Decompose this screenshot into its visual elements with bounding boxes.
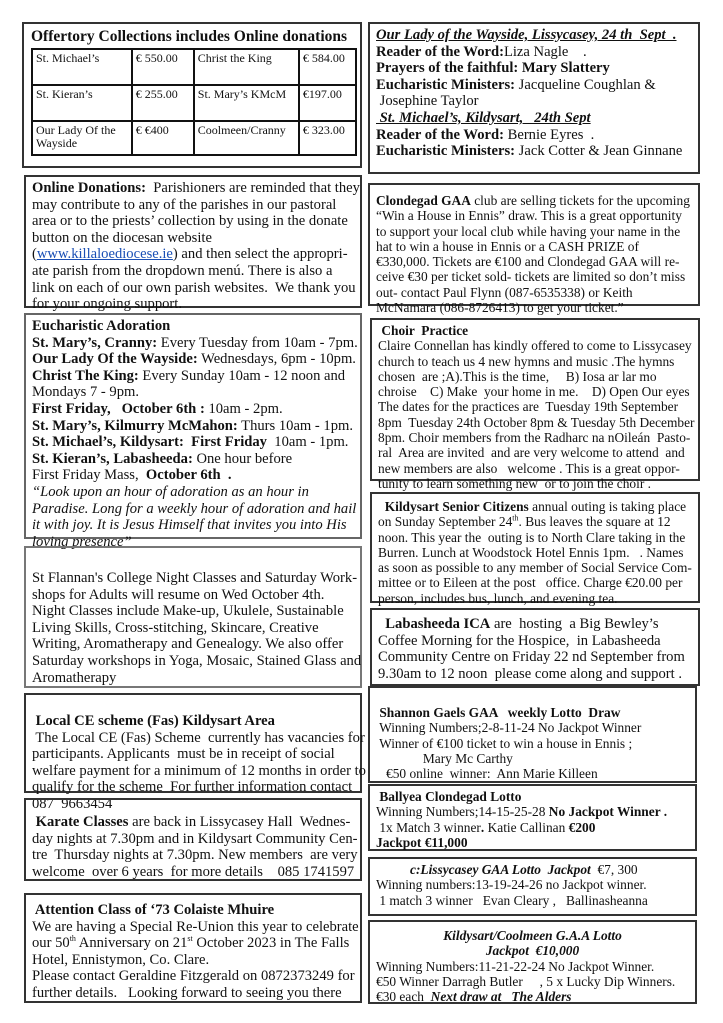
- text: are hosting a Big Bewley’s: [490, 616, 659, 632]
- text-line: [378, 545, 692, 560]
- text: 1 match 3 winner Evan Cleary , Ballinasheanna: [376, 892, 648, 908]
- ballyea-clondegad-lotto-box: [368, 784, 697, 851]
- text-line: [376, 705, 689, 720]
- text-line: [32, 500, 357, 518]
- bold-text: .: [480, 819, 485, 835]
- text-line: [376, 239, 692, 254]
- bold-text: Reader of the Word:: [376, 126, 504, 143]
- text-line: [378, 591, 692, 606]
- text: The Local CE (Fas) Scheme currently has vacancies for: [32, 729, 365, 746]
- text-line: [376, 959, 689, 974]
- text: 9.30am to 12 noon please come along and support .: [378, 665, 682, 682]
- text: October 2023 in The Falls: [192, 935, 350, 952]
- text-line: [32, 368, 354, 385]
- text: are back in Lissycasey Hall Wednes-: [128, 814, 351, 830]
- text: Parishioners are reminded that they: [145, 180, 360, 196]
- text-line: [376, 285, 692, 300]
- readers-ministers-box: [368, 22, 700, 174]
- text-line: [376, 143, 692, 160]
- bold-text: St. Mary’s, Cranny:: [32, 334, 158, 351]
- text-line: [376, 736, 689, 751]
- parish-name-cell: St. Michael’s: [32, 49, 132, 85]
- text-line: [376, 820, 689, 835]
- bold-text: Christ The King:: [32, 367, 139, 384]
- text-line: [32, 729, 365, 747]
- parish-name-cell: Our Lady Of the Wayside: [32, 121, 132, 155]
- text-line: [376, 751, 689, 766]
- text: new members are also welcome . This is a great oppor-: [378, 460, 680, 476]
- bold-text: Kildysart/Coolmeen G.A.A Lotto: [443, 928, 622, 943]
- text: ate parish from the dropdown menú. There is also a: [32, 262, 333, 279]
- parish-name-cell: Christ the King: [194, 49, 299, 85]
- text: participants. Applicants must be in receipt of social: [32, 746, 335, 763]
- text-line: [32, 969, 354, 986]
- text-line: [378, 414, 695, 430]
- lissycasey-lotto-box: [368, 857, 697, 916]
- text: ) and then select the appropri-: [172, 246, 348, 263]
- text-line: [376, 193, 692, 208]
- text: Hotel, Ennistymon, Co. Clare.: [32, 951, 210, 968]
- kildysart-coolmeen-lotto-box: [368, 920, 697, 1004]
- text: Saturday workshops in Yoga, Mosaic, Stained Glass and: [32, 652, 362, 669]
- text-line: [32, 864, 354, 881]
- text: shops for Adults will resume on Wed October 4th.: [32, 586, 325, 603]
- bold-text: St. Mary’s, Kilmurry McMahon:: [32, 417, 238, 434]
- text-line: [378, 369, 692, 384]
- text-line: [32, 197, 354, 214]
- text: th: [69, 934, 76, 944]
- collection-amount-cell: € 255.00: [132, 85, 194, 121]
- text-line: [376, 893, 689, 908]
- bold-text: Local CE scheme (Fas) Kildysart Area: [32, 713, 275, 729]
- text-line: [32, 570, 358, 587]
- bold-text: Our Lady Of the Wayside:: [32, 351, 198, 368]
- text-line: [378, 666, 692, 683]
- bold-text: St. Michael’s, Kildysart, 24th Sept: [376, 109, 591, 126]
- text-line: [32, 603, 354, 620]
- text: McNamara (086-8726413) to get your ticket.”: [376, 300, 624, 316]
- text: Community Centre on Friday 22 nd September from: [378, 649, 685, 666]
- text: Winning Numbers;14-15-25-28: [376, 804, 549, 820]
- offertory-row: [32, 121, 356, 155]
- text: Jack Cotter & Jean Ginnane: [515, 143, 683, 160]
- text: Every Sunday 10am - 12 noon and: [138, 367, 346, 384]
- bold-text: Labasheeda ICA: [378, 616, 491, 632]
- text: day nights at 7.30pm and in Kildysart Community Cen-: [32, 830, 358, 847]
- text: Living Skills, Cross-stitching, Skincare, Creative: [32, 619, 319, 636]
- text-line: [376, 877, 689, 892]
- text: We are having a Special Re-Union this year to celebrate: [32, 918, 359, 935]
- text: 1x Match 3 winner: [376, 819, 481, 835]
- text-line: [376, 928, 689, 943]
- offertory-table: [31, 48, 357, 156]
- text: Winning Numbers;2-8-11-24 No Jackpot Winner: [376, 720, 642, 736]
- text-line: [376, 224, 692, 239]
- bold-text: Eucharistic Adoration: [32, 318, 171, 334]
- text-line: [376, 720, 689, 735]
- text-line: [376, 789, 689, 804]
- st-flannans-classes-box: [24, 546, 362, 688]
- text-line: [376, 27, 692, 44]
- text-line: [32, 670, 354, 687]
- text-line: [32, 762, 366, 780]
- text: annual outing is taking place: [528, 499, 687, 514]
- bold-text: October 6th .: [145, 467, 232, 484]
- text-line: [376, 766, 689, 781]
- text-line: [32, 467, 354, 484]
- text: button on the diocesan website: [32, 229, 212, 246]
- text-line: [378, 649, 692, 666]
- text-line: [378, 399, 692, 414]
- offertory-title: Offertory Collections includes Online donations: [31, 28, 348, 45]
- text-line: [32, 918, 359, 937]
- text: 087 9663454: [32, 795, 113, 812]
- text: mittee or to Eileen at the post office. Charge €20.00 per: [378, 575, 683, 591]
- bold-text: Jackpot €11,000: [376, 834, 468, 850]
- bold-text: Reader of the Word:: [376, 43, 504, 60]
- text-line: [376, 44, 692, 61]
- text-line: [32, 246, 354, 263]
- text-line: [376, 974, 689, 989]
- text: welcome over 6 years for more details 085 1741597: [32, 863, 355, 880]
- text-line: [378, 575, 692, 590]
- text-line: [378, 633, 692, 650]
- bold-text: No Jackpot Winner .: [548, 804, 668, 820]
- text-line: [378, 338, 692, 353]
- text-line: [32, 620, 354, 637]
- text-line: [32, 280, 354, 297]
- text-line: [378, 461, 692, 476]
- text: Wednesdays, 6pm - 10pm.: [197, 351, 356, 368]
- text-line: [378, 354, 692, 369]
- bold-text: €200: [568, 819, 596, 835]
- text: hat to win a house in Ennis or a CASH PRIZE of: [376, 238, 639, 254]
- text: link on each of our own parish websites. We thank you: [32, 279, 356, 296]
- text: Writing, Aromatherapy and Genealogy. We also offer: [32, 636, 344, 653]
- text: chroise C) Make your home in me. D) Open Our eyes: [378, 384, 690, 400]
- choir-practice-box: [370, 318, 700, 491]
- text: Bernie Eyres .: [503, 126, 595, 143]
- offertory-box: [22, 22, 362, 168]
- parish-name-cell: St. Kieran’s: [32, 85, 132, 121]
- text: st: [187, 934, 193, 944]
- text-line: [32, 746, 354, 763]
- text-line: [32, 351, 354, 368]
- text: St Flannan's College Night Classes and Saturday Work-: [32, 570, 358, 586]
- text: area or to the priests’ collection by using in the donate: [32, 213, 348, 230]
- bold-text: First Friday, October 6th :: [32, 400, 205, 417]
- text: loving presence”: [32, 533, 132, 550]
- text: tunity to learn something new or to join the choir .: [378, 475, 651, 491]
- text-line: [376, 93, 692, 110]
- eucharistic-adoration-box: [24, 313, 362, 550]
- bold-text: Clondegad GAA: [376, 193, 471, 208]
- text-line: [378, 616, 692, 633]
- text-line: [378, 499, 692, 514]
- text-line: [376, 835, 689, 850]
- text: Liza Nagle .: [503, 43, 587, 60]
- text-line: [378, 560, 692, 575]
- parish-name-cell: Coolmeen/Cranny: [194, 121, 299, 155]
- text: club are selling tickets for the upcoming: [470, 193, 690, 208]
- text-line: [378, 530, 692, 545]
- text: Winner of €100 ticket to win a house in Ennis ;: [376, 735, 633, 751]
- text-line: [376, 269, 692, 284]
- text: noon. This year the outing is to North Clare taking in the: [378, 529, 686, 545]
- text: out- contact Paul Flynn (087-6535338) or Keith: [376, 284, 633, 300]
- bold-text: Attention Class of ‘73 Colaiste Mhuire: [32, 902, 275, 918]
- text-line: [376, 300, 692, 315]
- text: Josephine Taylor: [376, 93, 479, 110]
- text: Burren. Lunch at Woodstock Hotel Ennis 1pm. . Names: [378, 544, 684, 560]
- text-line: [376, 110, 692, 127]
- text-line: [378, 476, 692, 491]
- collection-amount-cell: €197.00: [299, 85, 356, 121]
- text-line: [376, 77, 692, 94]
- text-line: [378, 323, 692, 338]
- bold-text: Karate Classes: [32, 814, 129, 830]
- senior-citizens-box: [370, 492, 700, 606]
- labasheeda-ica-box: [370, 608, 700, 686]
- collection-amount-cell: € 584.00: [299, 49, 356, 85]
- text: Night Classes include Make-up, Ukulele, Sustainable: [32, 603, 344, 620]
- text: Every Tuesday from 10am - 7pm.: [157, 334, 358, 351]
- text: Mary Mc Carthy: [376, 750, 513, 766]
- offertory-row: [32, 49, 356, 85]
- text: One hour before: [192, 450, 293, 467]
- text: for your ongoing support.: [32, 296, 182, 313]
- bold-text: Jackpot €10,000: [485, 943, 580, 959]
- text-line: [376, 804, 689, 819]
- text: ceive €30 per ticket sold- tickets are limited so don’t miss: [376, 269, 686, 285]
- text-line: [32, 213, 354, 230]
- text-line: [32, 986, 354, 1003]
- text: Thurs 10am - 1pm.: [237, 417, 354, 434]
- text-line: [32, 401, 354, 418]
- text-line: [32, 334, 358, 352]
- text: church to teach us 4 new hymns and music .The hymns: [378, 353, 675, 369]
- online-donations-box: [24, 175, 362, 313]
- text: welfare payment for a minimum of 12 months in order to: [32, 762, 366, 779]
- bold-text: Eucharistic Ministers:: [376, 76, 516, 93]
- text: “Win a House in Ennis” draw. This is a great opportunity: [376, 208, 682, 224]
- text-line: [32, 517, 354, 534]
- text-line: [32, 451, 354, 468]
- text-line: [32, 318, 354, 335]
- shannon-gaels-lotto-box: [368, 686, 697, 783]
- bold-text: Choir Practice: [378, 323, 469, 338]
- text-line: [32, 296, 354, 313]
- bold-text: St. Michael’s, Kildysart: First Friday: [32, 434, 267, 451]
- text-line: [378, 445, 692, 460]
- text-line: [32, 713, 354, 730]
- text: person, includes bus, lunch, and evening tea.: [378, 590, 618, 606]
- text: The dates for the practices are Tuesday 19th September: [378, 399, 679, 415]
- text: First Friday Mass,: [32, 467, 146, 484]
- text-line: [32, 180, 360, 197]
- text-line: [32, 384, 354, 401]
- text-line: [32, 636, 354, 653]
- bold-text: c:Lissycasey GAA Lotto Jackpot: [410, 862, 591, 877]
- text: as soon as possible to any member of Social Service Com-: [378, 560, 692, 576]
- bold-text: Prayers of the faithful: Mary Slattery: [376, 60, 610, 77]
- bold-text: Ballyea Clondegad Lotto: [376, 789, 522, 804]
- text-line: [376, 60, 692, 77]
- text-line: [32, 936, 354, 953]
- text: Katie Callinan: [484, 819, 569, 835]
- text: on Sunday September 24: [378, 514, 513, 530]
- bold-text: Next draw at The Alders: [430, 989, 572, 1005]
- text: 8pm Tuesday 24th October 8pm & Tuesday 5th December: [378, 414, 695, 430]
- text: €330,000. Tickets are €100 and Clondegad GAA will re-: [376, 254, 680, 270]
- text-line: [376, 254, 692, 269]
- collection-amount-cell: € 550.00: [132, 49, 194, 85]
- text: Mondays 7 - 9pm.: [32, 384, 140, 401]
- text-line: [32, 814, 354, 831]
- text: Claire Connellan has kindly offered to come to Lissycasey: [378, 338, 692, 354]
- text: “Look upon an hour of adoration as an hour in: [32, 483, 309, 500]
- text-line: [378, 430, 692, 445]
- text: ral Area are invited and are very welcome to attend and: [378, 445, 685, 461]
- text-line: [378, 514, 692, 529]
- text-line: [32, 484, 354, 501]
- text: Aromatherapy: [32, 669, 117, 686]
- bold-text: St. Kieran’s, Labasheeda:: [32, 450, 193, 467]
- text-line: [376, 989, 689, 1004]
- text-line: [32, 263, 354, 280]
- text: €50 Winner Darragh Butler , 5 x Lucky Dip Winners.: [376, 973, 676, 989]
- text: Please contact Geraldine Fitzgerald on 0872373249 for: [32, 968, 355, 985]
- text: Winning Numbers:11-21-22-24 No Jackpot Winner.: [376, 958, 655, 974]
- text: qualify for the scheme For further information contact: [32, 779, 353, 796]
- ce-scheme-box: [24, 693, 366, 812]
- text: Anniversary on 21: [75, 935, 188, 952]
- text: Winning numbers:13-19-24-26 no Jackpot winner.: [376, 877, 647, 893]
- text-line: [32, 953, 354, 970]
- text-line: [32, 830, 358, 848]
- text-line: [376, 208, 692, 223]
- text: 8pm. Choir members from the Radharc na nOileán Pasto-: [378, 430, 691, 446]
- text: . Bus leaves the square at 12: [518, 514, 671, 530]
- bold-text: Online Donations:: [32, 180, 146, 196]
- text-line: [378, 384, 692, 399]
- parish-name-cell: St. Mary’s KMcM: [194, 85, 299, 121]
- offertory-row: [32, 85, 356, 121]
- text-line: [32, 587, 354, 604]
- collection-amount-cell: € €400: [132, 121, 194, 155]
- bold-text: Shannon Gaels GAA weekly Lotto Draw: [376, 705, 621, 720]
- text: 10am - 2pm.: [204, 400, 283, 417]
- text-line: [376, 127, 692, 144]
- collection-amount-cell: € 323.00: [299, 121, 356, 155]
- text: Coffee Morning for the Hospice, in Labasheeda: [378, 632, 661, 649]
- text: 10am - 1pm.: [266, 434, 349, 451]
- text-line: [32, 434, 354, 451]
- text-line: [376, 943, 689, 958]
- text: €7, 300: [590, 862, 638, 877]
- text: Jacqueline Coughlan &: [515, 76, 656, 93]
- text: th: [512, 513, 519, 523]
- text: further details. Looking forward to seeing you there: [32, 984, 342, 1001]
- bold-text: Eucharistic Ministers:: [376, 143, 516, 160]
- text-line: [32, 418, 354, 435]
- class-reunion-box: [24, 893, 362, 1003]
- diocese-website-link[interactable]: www.killaloediocese.ie: [36, 246, 173, 263]
- text-line: [32, 230, 354, 247]
- text: tre Thursday nights at 7.30pm. New members are very: [32, 847, 358, 864]
- clondegad-gaa-box: [368, 183, 700, 316]
- text: to support your local club while having your name in the: [376, 223, 681, 239]
- text: may contribute to any of the parishes in our pastoral: [32, 196, 337, 213]
- text-line: [32, 847, 358, 864]
- text: (: [32, 246, 37, 263]
- text-line: [32, 903, 354, 920]
- bold-text: Kildysart Senior Citizens: [378, 499, 529, 514]
- text-line: [32, 779, 354, 796]
- karate-classes-box: [24, 795, 362, 881]
- text: Paradise. Long for a weekly hour of adoration and hail: [32, 500, 357, 517]
- text-line: [32, 652, 362, 670]
- text: our 50: [32, 935, 70, 952]
- text: it with joy. It is Jesus Himself that invites you into His: [32, 517, 347, 534]
- text: €30 each: [376, 989, 431, 1005]
- bold-text: Our Lady of the Wayside, Lissycasey, 24 th Sept .: [376, 27, 677, 43]
- text: chosen are ;A).This is the time, B) Iosa ar lar mo: [378, 368, 657, 384]
- text-line: [376, 862, 689, 877]
- text: €50 online winner: Ann Marie Killeen: [376, 766, 598, 782]
